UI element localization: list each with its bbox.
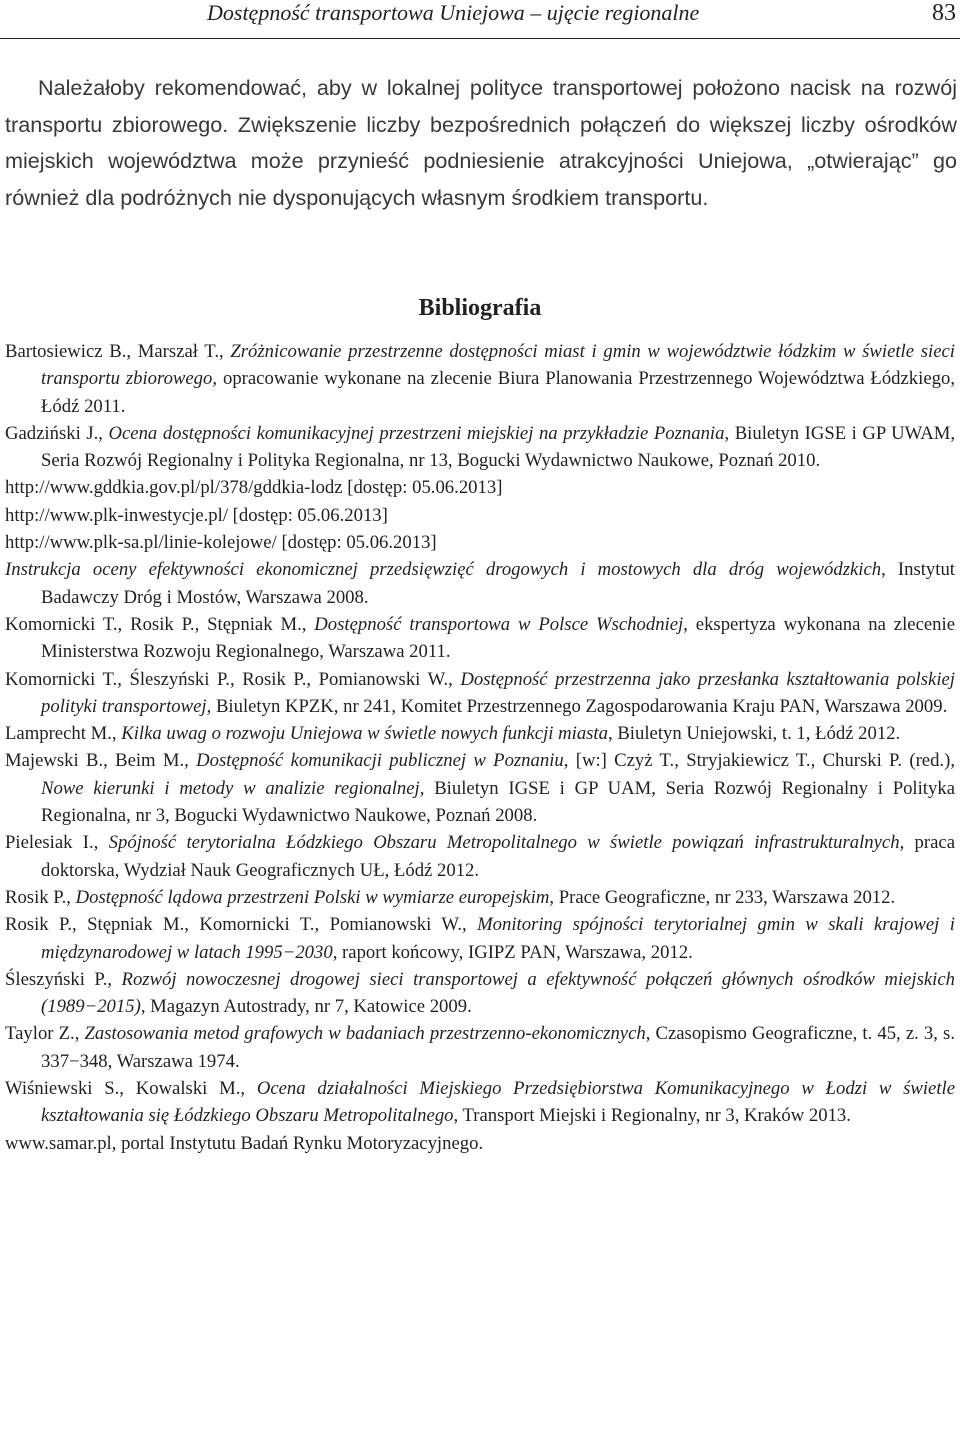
bibliography-entry [5, 884, 955, 911]
entry-title: Ocena dostępności komunikacyjnej przestrzeni miejskiej na przykładzie Poznania [108, 422, 725, 444]
page-header [0, 0, 960, 39]
entry-rest: , [w:] Czyż T., Stryjakiewicz T., Churski P. (red.), [563, 750, 955, 772]
entry-author: Śleszyński P., [5, 968, 122, 990]
body-paragraph: Należałoby rekomendować, aby w lokalnej polityce transportowej położono nacisk na rozwój transportu zbiorowego. Zwiększenie liczby bezpośrednich połączeń do większej liczby ośrodków miejskich województwa może przynieść podniesienie atrakcyjności Uniejowa, „otwierając” go również dla podróżnych nie dysponujących własnym środkiem transportu. [5, 75, 957, 210]
entry-rest: , Biuletyn Uniejowski, t. 1, Łódź 2012. [607, 723, 901, 745]
entry-title: Zastosowania metod grafowych w badaniach przestrzenno-ekonomicznych [84, 1023, 646, 1045]
bibliography-entry [5, 556, 955, 611]
entry-author: Lamprecht M., [5, 723, 122, 745]
entry-author: Gadziński J., [5, 422, 109, 444]
entry-author: Bartosiewicz B., Marszał T., [5, 341, 231, 362]
bibliography-entry [5, 666, 955, 721]
entry-author: http://www.plk-sa.pl/linie-kolejowe/ [dostęp: 05.06.2013] [5, 532, 437, 554]
entry-title: Dostępność komunikacji publicznej w Poznaniu [196, 750, 564, 772]
bibliography-entry [5, 420, 955, 475]
entry-author: Pielesiak I., [5, 832, 109, 854]
entry-author: Komornicki T., Rosik P., Stępniak M., [5, 613, 315, 635]
bibliography-entry [5, 720, 955, 747]
entry-author: http://www.gddkia.gov.pl/pl/378/gddkia-lodz [dostęp: 05.06.2013] [5, 477, 503, 499]
entry-rest: , Biuletyn IGSE i GP UWAM, Seria Rozwój Regionalny i Polityka Regionalna, nr 13, Bogucki Wydawnictwo Naukowe, Poznań 2010. [41, 422, 956, 472]
bibliography-entry [5, 474, 955, 501]
entry-rest: , Biuletyn KPZK, nr 241, Komitet Przestrzennego Zagospodarowania Kraju PAN, Warszawa 2009. [206, 695, 948, 717]
entry-rest: , Prace Geograficzne, nr 233, Warszawa 2012. [549, 886, 896, 908]
bibliography-entry [5, 966, 955, 1021]
entry-author: Rosik P., [5, 886, 76, 908]
bibliography-entry [5, 611, 955, 666]
entry-rest: , opracowanie wykonane na zlecenie Biura Planowania Przestrzennego Województwa Łódzkiego, Łódź 2011. [41, 368, 955, 417]
entry-rest: , Biuletyn IGSE i GP UAM, Seria Rozwój Regionalny i Polityka Regionalna, nr 3, Bogucki Wydawnictwo Naukowe, Poznań 2008. [41, 777, 955, 827]
bibliography-entry [5, 747, 955, 829]
entry-author: www.samar.pl, portal Instytutu Badań Rynku Motoryzacyjnego. [5, 1132, 484, 1154]
entry-title: Dostępność przestrzenna jako przesłanka kształtowania polskiej polityki transportowej [41, 668, 955, 717]
bibliography-heading: Bibliografia [418, 295, 542, 321]
entry-title: Monitoring spójności terytorialnej gmin w skali krajowej i międzynarodowej w latach 1995−2030 [41, 914, 956, 963]
entry-rest: , Transport Miejski i Regionalny, nr 3, Kraków 2013. [453, 1105, 851, 1127]
entry-author: Majewski B., Beim M., [5, 750, 197, 772]
entry-rest: , raport końcowy, IGIPZ PAN, Warszawa, 2012. [332, 941, 693, 963]
bibliography-entry [5, 1075, 955, 1130]
entry-rest: , Czasopismo Geograficzne, t. 45, z. 3, s. 337−348, Warszawa 1974. [41, 1023, 955, 1072]
entry-title: Dostępność lądowa przestrzeni Polski w wymiarze europejskim [75, 886, 550, 908]
running-title: Dostępność transportowa Uniejowa – ujęcie regionalne [207, 0, 700, 25]
page-number: 83 [932, 0, 956, 26]
bibliography-entry [5, 829, 955, 884]
entry-rest: , ekspertyza wykonana na zlecenie Ministerstwa Rozwoju Regionalnego, Warszawa 2011. [41, 613, 955, 663]
entry-rest: , praca doktorska, Wydział Nauk Geograficznych UŁ, Łódź 2012. [41, 832, 955, 881]
bibliography-entry [5, 502, 955, 529]
bibliography-entry [5, 529, 955, 556]
entry-title: Ocena działalności Miejskiego Przedsiębiorstwa Komunikacyjnego w Łodzi w świetle kształtowania się Łódzkiego Obszaru Metropolitalnego [41, 1078, 955, 1127]
entry-title: Nowe kierunki i metody w analizie regionalnej [41, 777, 420, 799]
bibliography-entry [5, 1130, 955, 1157]
entry-title: Instrukcja oceny efektywności ekonomicznej przedsięwzięć drogowych i mostowych dla dróg wojewódzkich [5, 559, 882, 581]
bibliography-list [5, 338, 955, 1157]
entry-title: Kilka uwag o rozwoju Uniejowa w świetle nowych funkcji miasta [121, 723, 608, 745]
entry-rest: , Instytut Badawczy Dróg i Mostów, Warszawa 2008. [41, 559, 956, 608]
entry-author: http://www.plk-inwestycje.pl/ [dostęp: 05.06.2013] [5, 504, 388, 526]
entry-title: Rozwój nowoczesnej drogowej sieci transportowej a efektywność połączeń głównych ośrodków miejskich (1989−2015) [41, 968, 955, 1018]
entry-author: Komornicki T., Śleszyński P., Rosik P., Pomianowski W., [5, 668, 461, 690]
entry-rest: , Magazyn Autostrady, nr 7, Katowice 2009. [140, 996, 472, 1018]
entry-author: Rosik P., Stępniak M., Komornicki T., Pomianowski W., [5, 914, 478, 936]
entry-title: Zróżnicowanie przestrzenne dostępności miast i gmin w województwie łódzkim w świetle sieci transportu zbiorowego [41, 341, 955, 390]
bibliography-entry [5, 911, 955, 966]
bibliography-entry [5, 338, 955, 420]
entry-author: Taylor Z., [5, 1023, 85, 1045]
entry-title: Dostępność transportowa w Polsce Wschodniej [314, 613, 684, 635]
bibliography-entry [5, 1020, 955, 1075]
entry-author: Wiśniewski S., Kowalski M., [5, 1078, 257, 1100]
entry-title: Spójność terytorialna Łódzkiego Obszaru Metropolitalnego w świetle powiązań infrastrukturalnych [108, 832, 900, 854]
